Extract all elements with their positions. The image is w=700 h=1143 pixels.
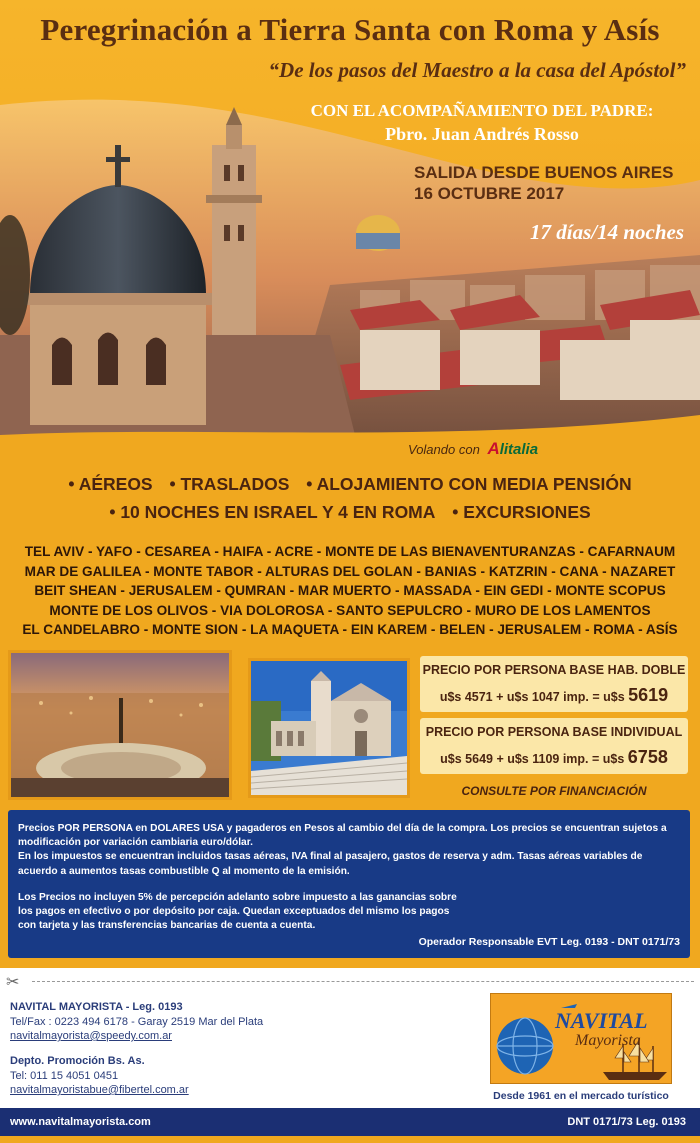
guide-name: Pbro. Juan Andrés Rosso [385, 124, 579, 144]
itinerary-line: MAR DE GALILEA - MONTE TABOR - ALTURAS DEL GOLAN - BANIAS - KATZRIN - CANA - NAZARET [24, 563, 676, 579]
services-row-1 [0, 470, 700, 498]
airline-credit [408, 439, 538, 459]
price-card-single [420, 718, 688, 774]
airline-prefix: Volando con [408, 442, 480, 457]
scissors-icon: ✂ [6, 974, 20, 991]
company-email-link[interactable]: navitalmayorista@speedy.com.ar [10, 1030, 172, 1042]
service-item: • 10 NOCHES EN ISRAEL Y 4 EN ROMA [109, 502, 436, 522]
trip-duration: 17 días/14 noches [529, 220, 684, 244]
terms-paragraph: Los Precios no incluyen 5% de percepción adelanto sobre impuesto a las ganancias sobre los pagos en efectivo o por depósito por caja. Quedan exceptuados del mismo los pagos con tarjeta y las transferencias bancarias de cuenta a cuenta. [18, 891, 457, 932]
price-double-value: u$s 4571 + u$s 1047 imp. = u$s 5619 [439, 685, 669, 705]
company-name: NAVITAL MAYORISTA - Leg. 0193 [10, 1001, 183, 1013]
since-tagline: Desde 1961 en el mercado turístico [493, 1090, 669, 1102]
itinerary-line: EL CANDELABRO - MONTE SION - LA MAQUETA - EIN KAREM - BELEN - JERUSALEM - ROMA - ASÍS [22, 622, 678, 638]
itinerary-line: MONTE DE LOS OLIVOS - VIA DOLOROSA - SANTO SEPULCRO - MURO DE LOS LAMENTOS [49, 602, 651, 618]
rome-photo [8, 650, 232, 800]
itinerary-list [0, 542, 700, 640]
navital-logo [490, 993, 672, 1084]
service-item: • EXCURSIONES [452, 502, 591, 522]
financing-note: CONSULTE POR FINANCIACIÓN [461, 784, 647, 798]
price-single-total: 6758 [627, 747, 668, 767]
dept-phone: Tel: 011 15 4051 0451 [10, 1069, 119, 1082]
service-item: • ALOJAMIENTO CON MEDIA PENSIÓN [306, 474, 632, 494]
website-link[interactable]: www.navitalmayorista.com [10, 1116, 151, 1128]
dept-email-link[interactable]: navitalmayoristabue@fibertel.com.ar [10, 1084, 189, 1096]
subtitle: “De los pasos del Maestro a la casa del Apóstol” [268, 58, 686, 82]
departure-date: 16 OCTUBRE 2017 [414, 184, 565, 203]
price-double-total: 5619 [628, 685, 669, 705]
logo-sub: Mayorista [575, 1032, 641, 1049]
services-row-2 [0, 498, 700, 526]
assisi-photo [248, 658, 410, 798]
license-text: DNT 0171/73 Leg. 0193 [567, 1116, 686, 1128]
price-card-double [420, 656, 688, 712]
itinerary-line: TEL AVIV - YAFO - CESAREA - HAIFA - ACRE - MONTE DE LAS BIENAVENTURANZAS - CAFARNAUM [24, 544, 676, 559]
departure-info [414, 162, 673, 204]
terms-paragraph: En los impuestos se encuentran incluidos tasas aéreas, IVA final al pasajero, gastos de reserva y adm. Tasas aéreas variables de acuerdo a aumentos tasas combustible Q al momento de la emisión. [18, 851, 643, 877]
company-phone: Tel/Fax : 0223 494 6178 - Garay 2519 Mar del Plata [10, 1015, 264, 1028]
service-item: • AÉREOS [68, 474, 153, 494]
dept-name: Depto. Promoción Bs. As. [10, 1055, 145, 1067]
price-double-title: PRECIO POR PERSONA BASE HAB. DOBLE [422, 663, 686, 677]
price-single-title: PRECIO POR PERSONA BASE INDIVIDUAL [425, 725, 683, 739]
departure-city: SALIDA DESDE BUENOS AIRES [414, 163, 674, 182]
itinerary-line: BEIT SHEAN - JERUSALEM - QUMRAN - MAR MUERTO - MASSADA - EIN GEDI - MONTE SCOPUS [34, 583, 666, 599]
logo-brand: NAVITAL [555, 1008, 648, 1033]
bottom-bar [0, 1108, 700, 1136]
hero-banner [0, 0, 700, 455]
guide-intro: CON EL ACOMPAÑAMIENTO DEL PADRE: [310, 101, 654, 120]
operator-license: Operador Responsable EVT Leg. 0193 - DNT 0171/73 [418, 936, 680, 948]
service-item: • TRASLADOS [169, 474, 290, 494]
cut-line [32, 981, 694, 982]
contact-dept [10, 1054, 189, 1098]
alitalia-logo: Alitalia [487, 439, 539, 458]
included-services [0, 470, 700, 526]
contact-main [10, 1000, 263, 1044]
page-title: Peregrinación a Tierra Santa con Roma y Asís [40, 12, 660, 47]
price-single-value: u$s 5649 + u$s 1109 imp. = u$s 6758 [440, 747, 668, 767]
terms-paragraph: Precios POR PERSONA en DOLARES USA y pagaderos en Pesos al cambio del día de la compra. Los precios se encuentran sujetos a modificación por variación cambiaria euro/dólar. [18, 823, 667, 849]
